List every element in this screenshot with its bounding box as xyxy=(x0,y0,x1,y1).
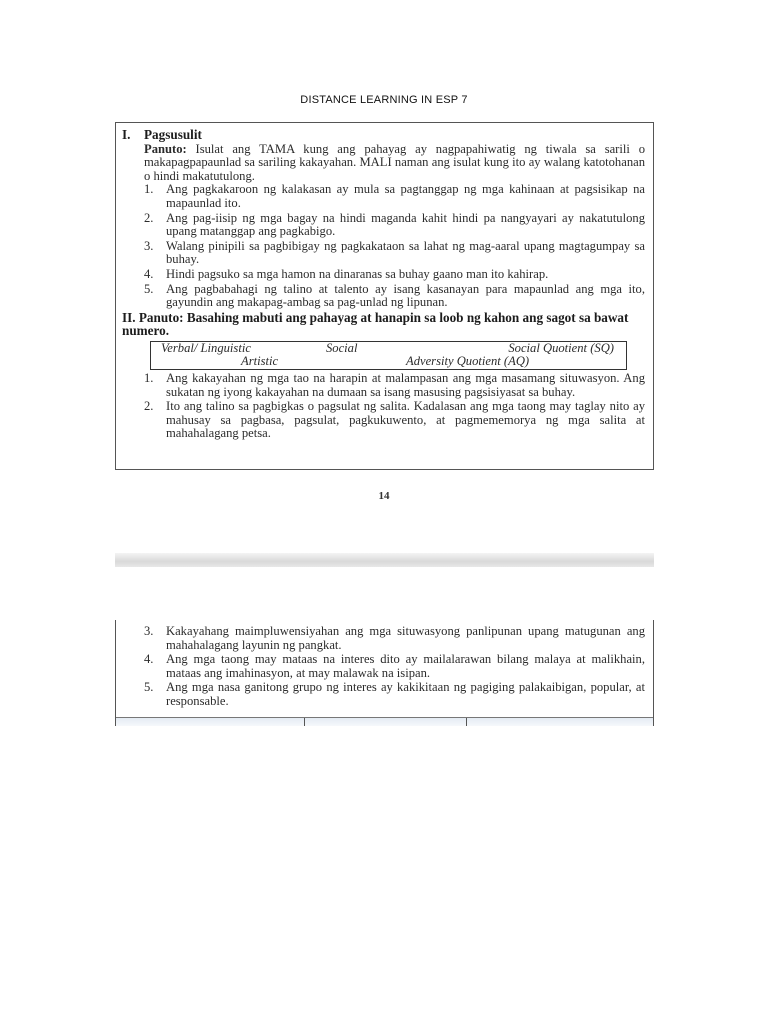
item-text: Ang kakayahan ng mga tao na harapin at malampasan ang mga masamang situwasyon. Ang sukatan ng iyong kakayahan na dumaan sa isang masusing pagsisiyasat sa buhay. xyxy=(166,370,645,399)
list-item xyxy=(144,268,645,282)
item-text: Hindi pagsuko sa mga hamon na dinaranas sa buhay gaano man ito kahirap. xyxy=(166,266,549,281)
list-item xyxy=(144,183,645,210)
section-2-items xyxy=(122,372,645,441)
table-column-divider xyxy=(466,718,467,726)
list-item xyxy=(144,625,645,652)
item-text: Ito ang talino sa pagbigkas o pagsulat ng salita. Kadalasan ang mga taong may taglay nito ay mahusay sa pagbasa, pagsulat, pagkukuwento, at pagmememorya ng mga salita at mahahalagang petsa. xyxy=(166,399,645,441)
choice-adversity-quotient: Adversity Quotient (AQ) xyxy=(406,353,530,368)
choice-social-quotient: Social Quotient (SQ) xyxy=(508,340,614,355)
item-text: Ang pag-iisip ng mga bagay na hindi maganda kahit hindi pa nangyayari ay nakatutulong upang matanggap ang pagkabigo. xyxy=(166,210,645,239)
item-text: Kakayahang maimpluwensiyahan ang mga situwasyong panlipunan upang matugunan ang mahahalagang layunin ng pangkat. xyxy=(166,624,645,652)
page-separator xyxy=(115,553,654,567)
section-2-items-continued xyxy=(122,625,645,709)
item-number: 3. xyxy=(144,624,154,638)
choice-social: Social xyxy=(326,340,358,355)
page-number: 14 xyxy=(378,490,390,502)
section-1-title: Pagsusulit xyxy=(144,127,202,142)
item-text: Ang pagbabahagi ng talino at talento ay isang kasanayan para mapaunlad ang mga ito, gayundin ang makapag-ambag sa pag-unlad ng lipunan. xyxy=(166,281,645,310)
scanned-worksheet-part-2 xyxy=(115,620,654,726)
item-number: 1. xyxy=(144,370,154,385)
item-text: Walang pinipili sa pagbibigay ng pagkakataon sa lahat ng mag-aaral upang magtagumpay sa buhay. xyxy=(166,238,645,267)
table-column-divider xyxy=(304,718,305,726)
section-1-items xyxy=(122,183,645,309)
section-1-heading xyxy=(122,128,645,142)
item-number: 5. xyxy=(144,281,154,296)
scanned-worksheet-part-1 xyxy=(115,122,654,470)
instruction-label: Panuto: xyxy=(144,141,187,156)
list-item xyxy=(144,400,645,441)
section-1-number: I. xyxy=(122,127,131,142)
choice-artistic: Artistic xyxy=(241,353,279,368)
item-text: Ang pagkakaroon ng kalakasan ay mula sa pagtanggap ng mga kahinaan at pagsisikap na mapaunlad ito. xyxy=(166,182,645,210)
document-title: DISTANCE LEARNING IN ESP 7 xyxy=(300,94,468,106)
section-2-heading: II. Panuto: Basahing mabuti ang pahayag at hanapin sa loob ng kahon ang sagot sa bawat numero. xyxy=(122,309,629,339)
list-item xyxy=(144,240,645,267)
list-item xyxy=(144,283,645,310)
section-1-instruction xyxy=(144,143,645,184)
list-item xyxy=(144,212,645,239)
item-number: 1. xyxy=(144,182,154,197)
item-number: 3. xyxy=(144,238,154,253)
item-number: 4. xyxy=(144,266,154,281)
item-text: Ang mga taong may mataas na interes dito ay mailalarawan bilang malaya at malikhain, mataas ang imahinasyon, at may malawak na isipan. xyxy=(166,652,645,680)
list-item xyxy=(144,681,645,708)
list-item xyxy=(144,653,645,680)
item-number: 5. xyxy=(144,680,154,695)
table-top-edge xyxy=(116,717,653,726)
answer-choices-box xyxy=(150,341,627,370)
item-number: 2. xyxy=(144,399,154,414)
item-number: 2. xyxy=(144,210,154,225)
choice-verbal-linguistic: Verbal/ Linguistic xyxy=(161,340,251,355)
item-text: Ang mga nasa ganitong grupo ng interes ay kakikitaan ng pagiging palakaibigan, popular, at responsable. xyxy=(166,680,645,708)
instruction-text: Isulat ang TAMA kung ang pahayag ay nagpapahiwatig ng tiwala sa sarili o makapagpapaunlad sa sariling kakayahan. MALI naman ang isulat kung ito ay walang katotohanan o hindi makatutulong. xyxy=(144,141,645,183)
item-number: 4. xyxy=(144,652,154,667)
list-item xyxy=(144,372,645,399)
